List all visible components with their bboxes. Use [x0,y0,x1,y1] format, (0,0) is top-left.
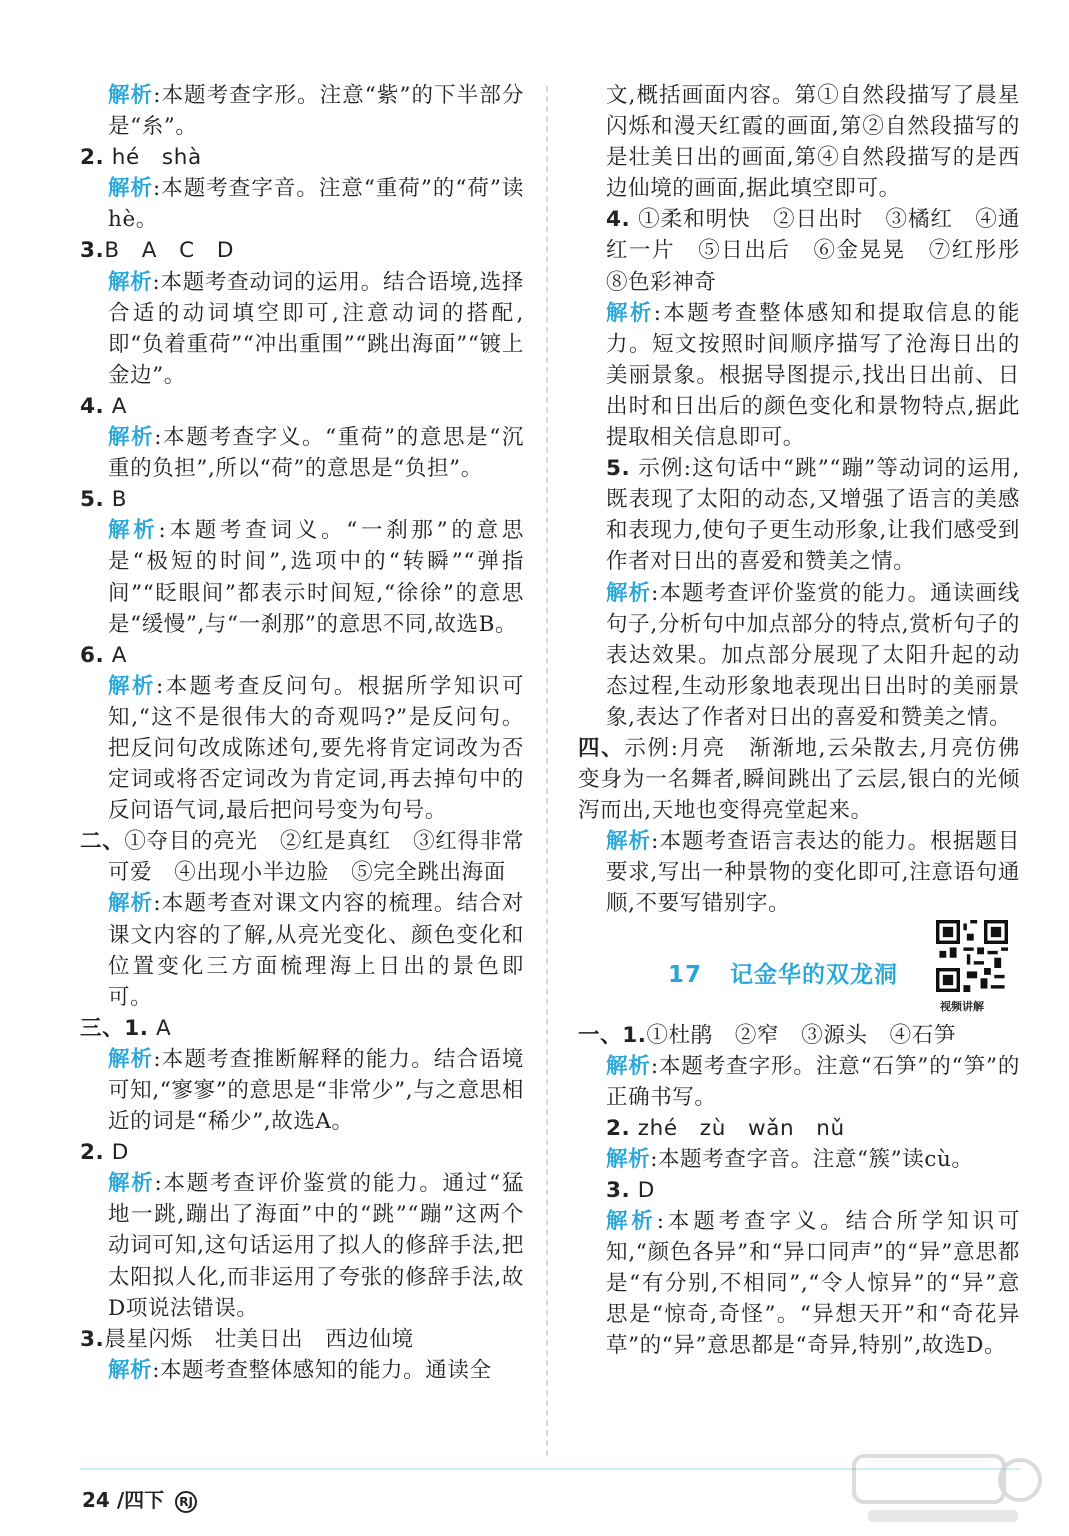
analysis-paragraph: 解析:本题考查字义。“重荷”的意思是“沉重的负担”,所以“荷”的意思是“负担”。 [108,425,524,482]
answer-line: 6. A [80,642,128,668]
answer-line: 5. 示例:这句话中“跳”“蹦”等动词的运用,既表现了太阳的动态,又增强了语言的美感和表现力,使句子更生动形象,让我们感受到作者对日出的喜爱和赞美之情。 [606,456,1021,575]
answer-line: 3.B A C D [80,238,235,264]
section-4-answer: 四、示例:月亮 渐渐地,云朵散去,月亮仿佛变身为一名舞者,瞬间跳出了云层,银白的光倾泻而出,天地也变得亮堂起来。 [578,735,1020,824]
analysis-paragraph: 解析:本题考查对课文内容的梳理。结合对课文内容的了解,从亮光变化、颜色变化和位置变化三方面梳理海上日出的景色即可。 [108,891,524,1010]
section-2-answer: 二、①夺目的亮光 ②红是真红 ③红得非常可爱 ④出现小半边脸 ⑤完全跳出海面 [80,829,524,886]
answer-line: 2. D [80,1140,129,1166]
lesson-title: 17 记金华的双龙洞 [668,961,899,988]
column-divider [546,86,548,1456]
answer-line: 5. B [80,487,128,513]
section-1-answer: 一、1.①杜鹃 ②窄 ③源头 ④石笋 [578,1022,956,1048]
analysis-continued: 文,概括画面内容。第①自然段描写了晨星闪烁和漫天红霞的画面,第②自然段描写的是壮美日出的画面,第④自然段描写的是西边仙境的画面,据此填空即可。 [606,83,1020,202]
analysis-paragraph: 解析:本题考查字义。结合所学知识可知,“颜色各异”和“异口同声”的“异”意思都是“有分别,不相同”,“令人惊异”的“异”意思是“惊奇,奇怪”。“异想天开”和“奇花异草”的“异”意思都是“奇异,特别”,故选D。 [606,1209,1021,1359]
answer-line: 4. ①柔和明快 ②日出时 ③橘红 ④通红一片 ⑤日出后 ⑥金晃晃 ⑦红彤彤 ⑧色彩神奇 [606,207,1043,295]
left-column [80,80,524,1386]
analysis-paragraph: 解析:本题考查评价鉴赏的能力。通过“猛地一跳,蹦出了海面”中的“跳”“蹦”这两个动词可知,这句话运用了拟人的修辞手法,把太阳拟人化,而非运用了夸张的修辞手法,故D项说法错误。 [108,1171,525,1321]
qr-label: 视频讲解 [940,999,984,1013]
page-number: 24 [82,1488,110,1512]
analysis-paragraph: 解析:本题考查语言表达的能力。根据题目要求,写出一种景物的变化即可,注意语句通顺,不要写错别字。 [606,829,1021,917]
section-3-answer: 三、1. A [80,1015,172,1041]
analysis-paragraph: 解析:本题考查字形。注意“紫”的下半部分是“糸”。 [108,83,525,140]
analysis-paragraph: 解析:本题考查整体感知和提取信息的能力。短文按照时间顺序描写了沧海日出的美丽景象。根据导图提示,找出日出前、日出时和日出后的颜色变化和景物特点,据此提取相关信息即可。 [606,300,1020,451]
answer-line: 3.晨星闪烁 壮美日出 西边仙境 [80,1326,414,1352]
answer-line: 3. D [606,1178,655,1203]
analysis-paragraph: 解析:本题考查字形。注意“石笋”的“笋”的正确书写。 [606,1053,1020,1110]
right-column [578,80,1043,1362]
analysis-paragraph: 解析:本题考查反问句。根据所学知识可知,“这不是很伟大的奇观吗?”是反问句。把反问句改成陈述句,要先将肯定词改为否定词或将否定词改为肯定词,再去掉句中的反问语气词,最后把问号变为句号。 [108,673,524,824]
analysis-paragraph: 解析:本题考查评价鉴赏的能力。通读画线句子,分析句中加点部分的特点,赏析句子的表达效果。加点部分展现了太阳升起的动态过程,生动形象地表现出日出时的美丽景象,表达了作者对日出的喜爱和赞美之情。 [606,580,1021,730]
answer-line: 2. hé shà [80,145,202,171]
analysis-paragraph: 解析:本题考查整体感知的能力。通读全 [108,1357,492,1383]
analysis-paragraph: 解析:本题考查推断解释的能力。结合语境可知,“寥寥”的意思是“非常少”,与之意思相近的词是“稀少”,故选A。 [108,1046,524,1135]
edition-badge: RJ [175,1491,197,1513]
lesson-header [606,920,1020,1020]
answer-line: 4. A [80,393,128,419]
grade-label: /四下 [116,1488,165,1512]
watermark-logo-icon [848,1450,1048,1530]
page-footer [82,1484,197,1513]
analysis-paragraph: 解析:本题考查字音。注意“重荷”的“荷”读hè。 [108,176,524,233]
analysis-paragraph: 解析:本题考查动词的运用。结合语境,选择合适的动词填空即可,注意动词的搭配,即“负着重荷”“冲出重围”“跳出海面”“镀上金边”。 [108,269,524,388]
analysis-paragraph: 解析:本题考查词义。“一刹那”的意思是“极短的时间”,选项中的“转瞬”“弹指间”“眨眼间”都表示时间短,“徐徐”的意思是“缓慢”,与“一刹那”的意思不同,故选B。 [108,518,525,637]
answer-line: 2. zhé zù wǎn nǔ [606,1115,845,1141]
analysis-paragraph: 解析:本题考查字音。注意“簇”读cù。 [606,1146,974,1172]
qr-code-icon[interactable] [936,920,1008,992]
